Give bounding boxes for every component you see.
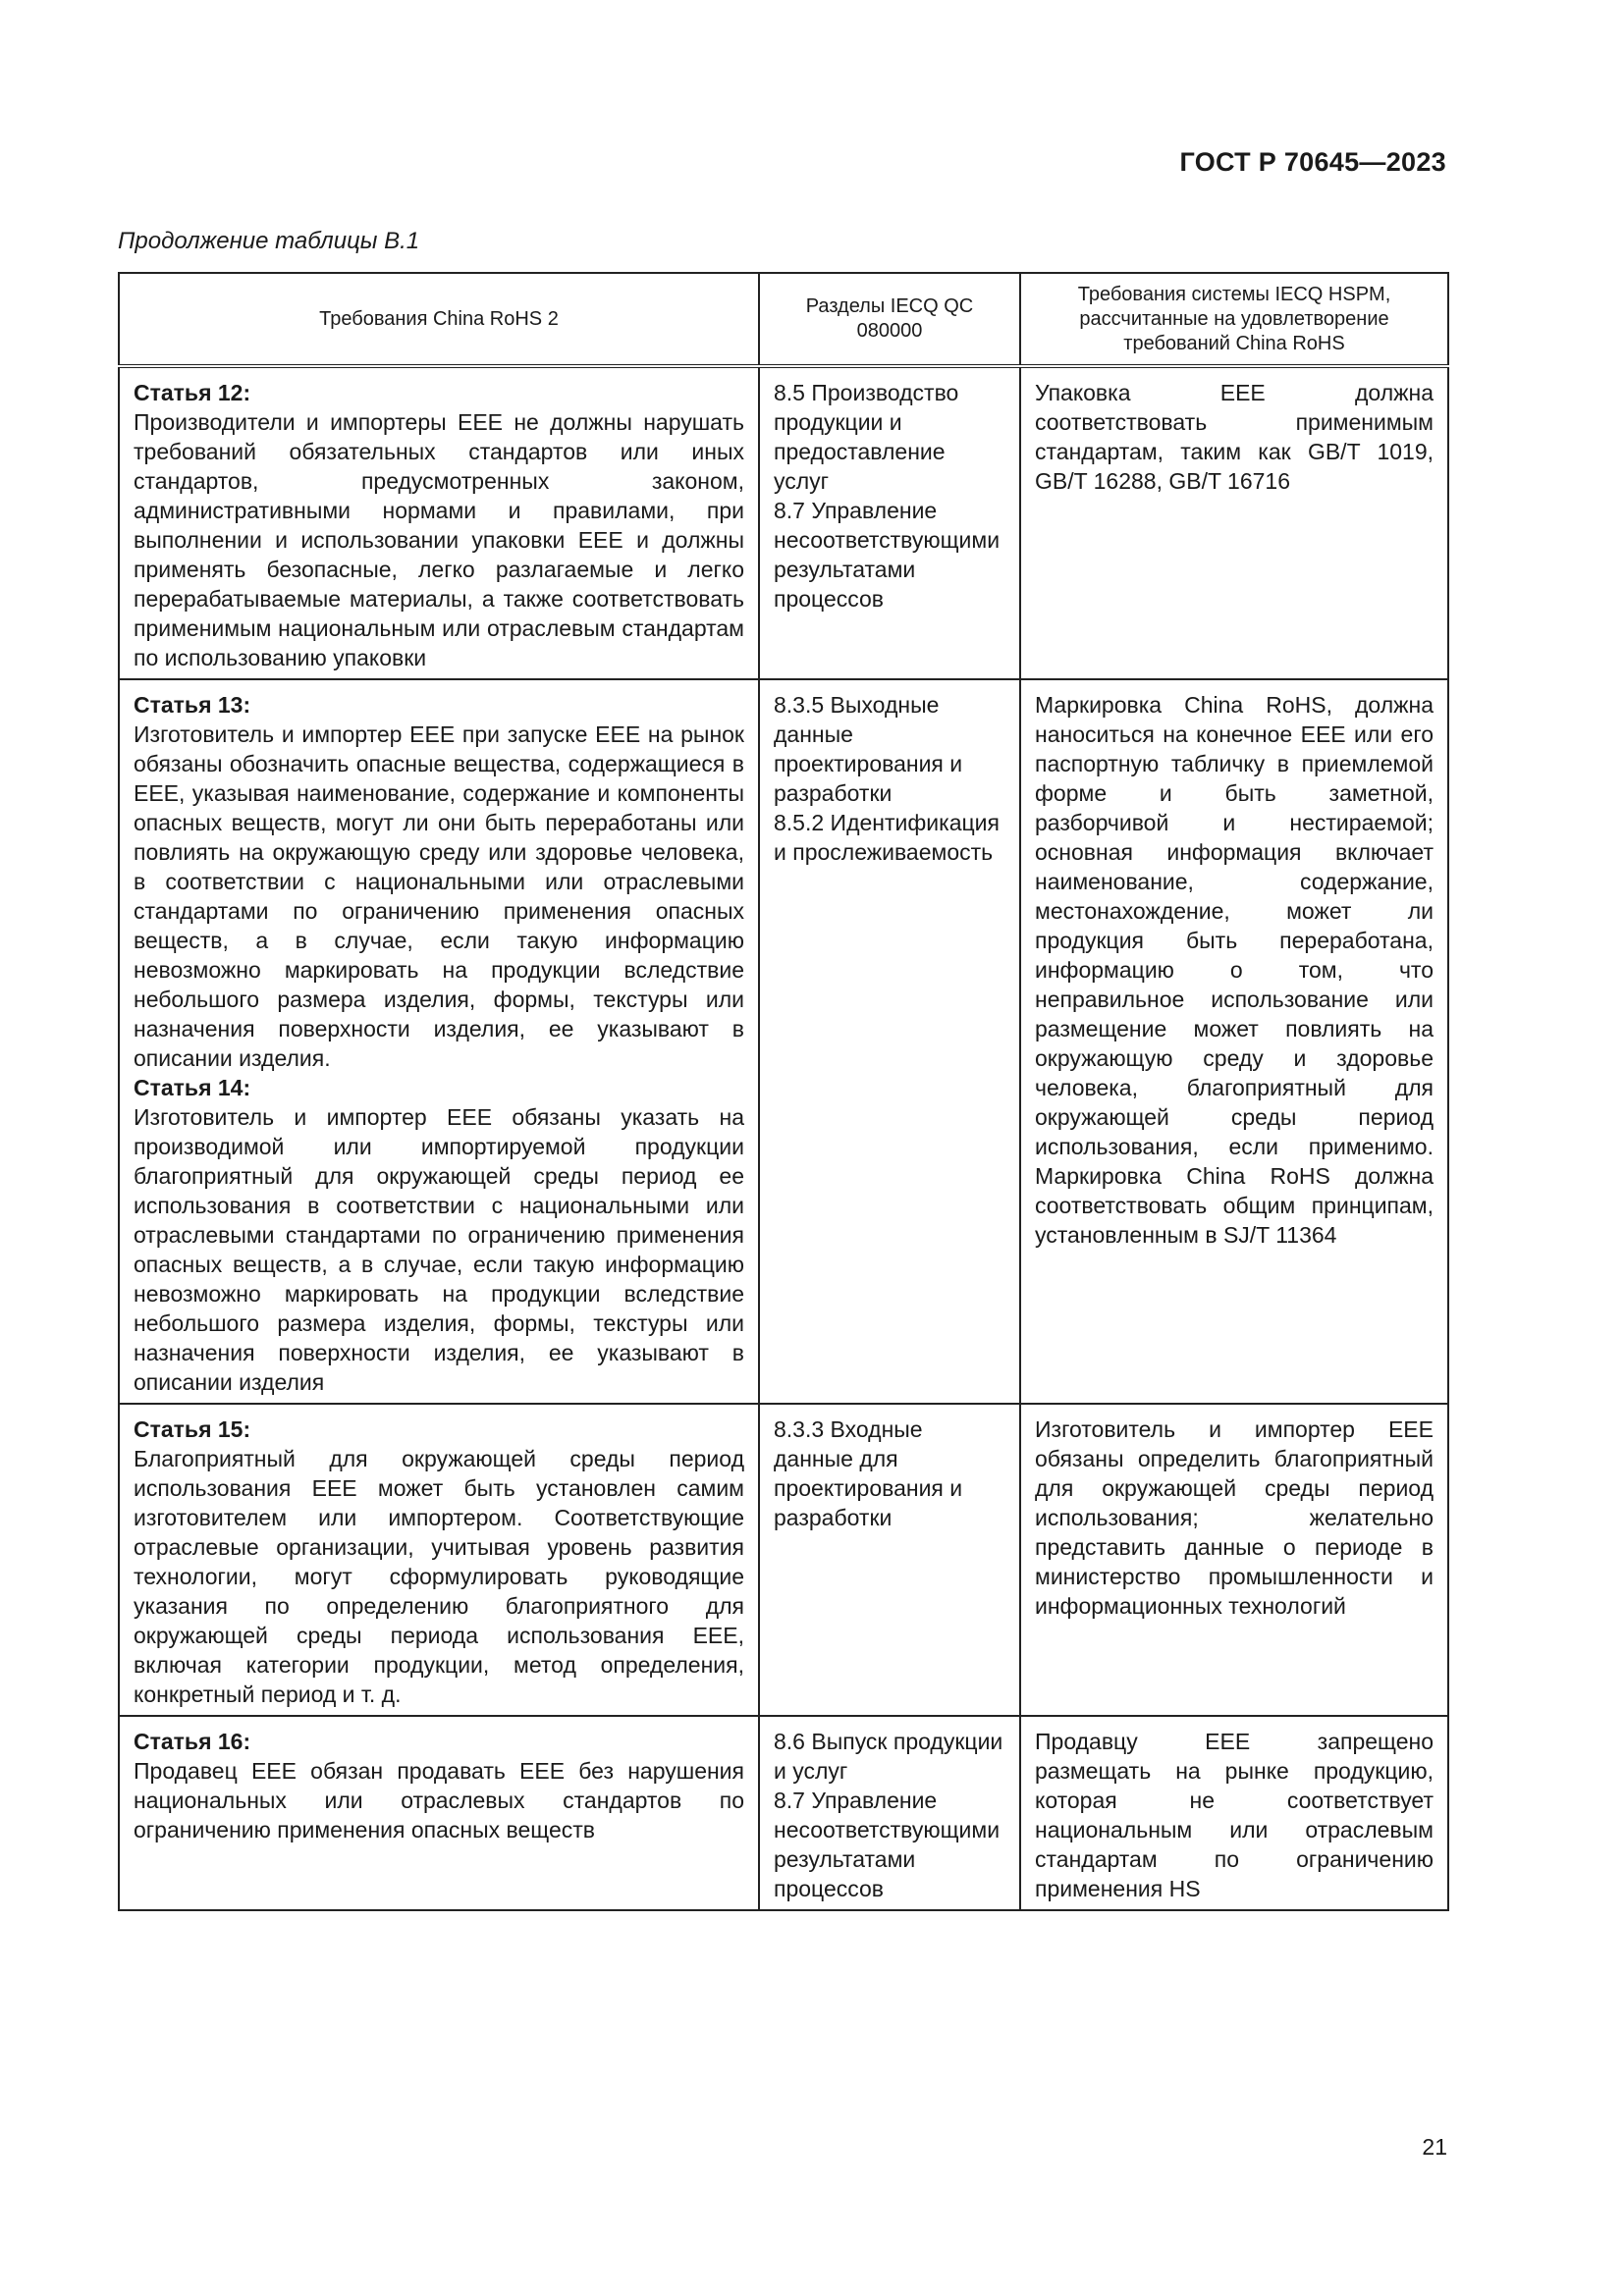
article-title: Статья 12:: [134, 380, 251, 405]
document-code: ГОСТ Р 70645—2023: [1179, 147, 1446, 177]
table-row: [119, 366, 1448, 679]
table-row: [119, 1404, 1448, 1716]
article-title: Статья 16:: [134, 1729, 251, 1754]
table-row: [119, 679, 1448, 1404]
section-reference: 8.7 Управление несоответствующими результатами процессов: [774, 1788, 1001, 1901]
iecq-sections-cell: [759, 366, 1020, 679]
hspm-requirements-cell: Продавцу ЕЕЕ запрещено размещать на рынке продукцию, которая не соответствует национальным или отраслевым стандартам по ограничению применения HS: [1020, 1716, 1448, 1910]
hspm-requirements-cell: Маркировка China RoHS, должна наноситься на конечное ЕЕЕ или его паспортную табличку в приемлемой форме и быть заметной, разборчивой и нестираемой; основная информация включает наименование, содержание, местонахождение, может ли продукция быть переработана, информацию о том, что неправильное использование или размещение может повлиять на окружающую среду и здоровье человека, благоприятный для окружающей среды период использования, если применимо. Маркировка China RoHS должна соответствовать общим принципам, установленным в SJ/T 11364: [1020, 679, 1448, 1404]
china-rohs-cell: [119, 366, 759, 679]
table-header-row: [119, 273, 1448, 366]
column-header-china-rohs: Требования China RoHS 2: [119, 273, 759, 366]
iecq-sections-cell: [759, 1404, 1020, 1716]
section-reference: 8.3.5 Выходные данные проектирования и разработки: [774, 692, 963, 806]
section-reference: 8.6 Выпуск продукции и услуг: [774, 1729, 1003, 1784]
hspm-requirements-cell: Изготовитель и импортер ЕЕЕ обязаны определить благоприятный для окружающей среды период использования; желательно представить данные о периоде в министерство промышленности и информационных технологий: [1020, 1404, 1448, 1716]
article-title: Статья 15:: [134, 1416, 251, 1442]
table-continuation-caption: Продолжение таблицы В.1: [118, 228, 420, 254]
china-rohs-cell: [119, 1716, 759, 1910]
article-text: Производители и импортеры ЕЕЕ не должны нарушать требований обязательных стандартов или иных стандартов, предусмотренных законом, административными нормами и правилами, при выполнении и использовании упаковки ЕЕЕ и должны применять безопасные, легко разлагаемые и легко перерабатываемые материалы, а также соответствовать применимым национальным или отраслевым стандартам по использованию упаковки: [134, 409, 744, 670]
requirements-table: [118, 272, 1449, 1911]
china-rohs-cell: [119, 1404, 759, 1716]
iecq-sections-cell: [759, 679, 1020, 1404]
page-number: 21: [1422, 2134, 1447, 2160]
article-text: Благоприятный для окружающей среды период использования ЕЕЕ может быть установлен самим изготовителем или импортером. Соответствующие отраслевые организации, учитывая уровень развития технологии, могут сформулировать руководящие указания по определению благоприятного для окружающей среды периода использования ЕЕЕ, включая категории продукции, метод определения, конкретный период и т. д.: [134, 1446, 744, 1707]
article-text: Изготовитель и импортер ЕЕЕ при запуске ЕЕЕ на рынок обязаны обозначить опасные вещества, содержащиеся в ЕЕЕ, указывая наименование, содержание и компоненты опасных веществ, могут ли они быть переработаны или повлиять на окружающую среду или здоровье человека, в соответствии с национальными или отраслевыми стандартами по ограничению применения опасных веществ, а в случае, если такую информацию невозможно маркировать на продукции вследствие небольшого размера изделия, формы, текстуры или назначения поверхности изделия, ее указывают в описании изделия.: [134, 721, 744, 1071]
article-text: Продавец ЕЕЕ обязан продавать ЕЕЕ без нарушения национальных или отраслевых стандартов по ограничению применения опасных веществ: [134, 1758, 744, 1842]
china-rohs-cell: [119, 679, 759, 1404]
article-title: Статья 14:: [134, 1075, 251, 1100]
article-text: Изготовитель и импортер ЕЕЕ обязаны указать на производимой или импортируемой продукции благоприятный для окружающей среды период ее использования в соответствии с национальными или отраслевыми стандартами по ограничению применения опасных веществ, а в случае, если такую информацию невозможно маркировать на продукции вследствие небольшого размера изделия, формы, текстуры или назначения поверхности изделия, ее указывают в описании изделия: [134, 1104, 744, 1395]
iecq-sections-cell: [759, 1716, 1020, 1910]
section-reference: 8.5.2 Идентификация и прослеживаемость: [774, 810, 1000, 865]
section-reference: 8.5 Производство продукции и предоставление услуг: [774, 380, 959, 494]
article-title: Статья 13:: [134, 692, 251, 718]
section-reference: 8.7 Управление несоответствующими результатами процессов: [774, 498, 1001, 612]
column-header-hspm-requirements: Требования системы IECQ HSPM, рассчитанные на удовлетворение требований China RoHS: [1020, 273, 1448, 366]
hspm-requirements-cell: Упаковка ЕЕЕ должна соответствовать применимым стандартам, таким как GB/T 1019, GB/T 16288, GB/T 16716: [1020, 366, 1448, 679]
section-reference: 8.3.3 Входные данные для проектирования и разработки: [774, 1416, 963, 1530]
column-header-iecq-sections: Разделы IECQ QC 080000: [759, 273, 1020, 366]
table-row: [119, 1716, 1448, 1910]
